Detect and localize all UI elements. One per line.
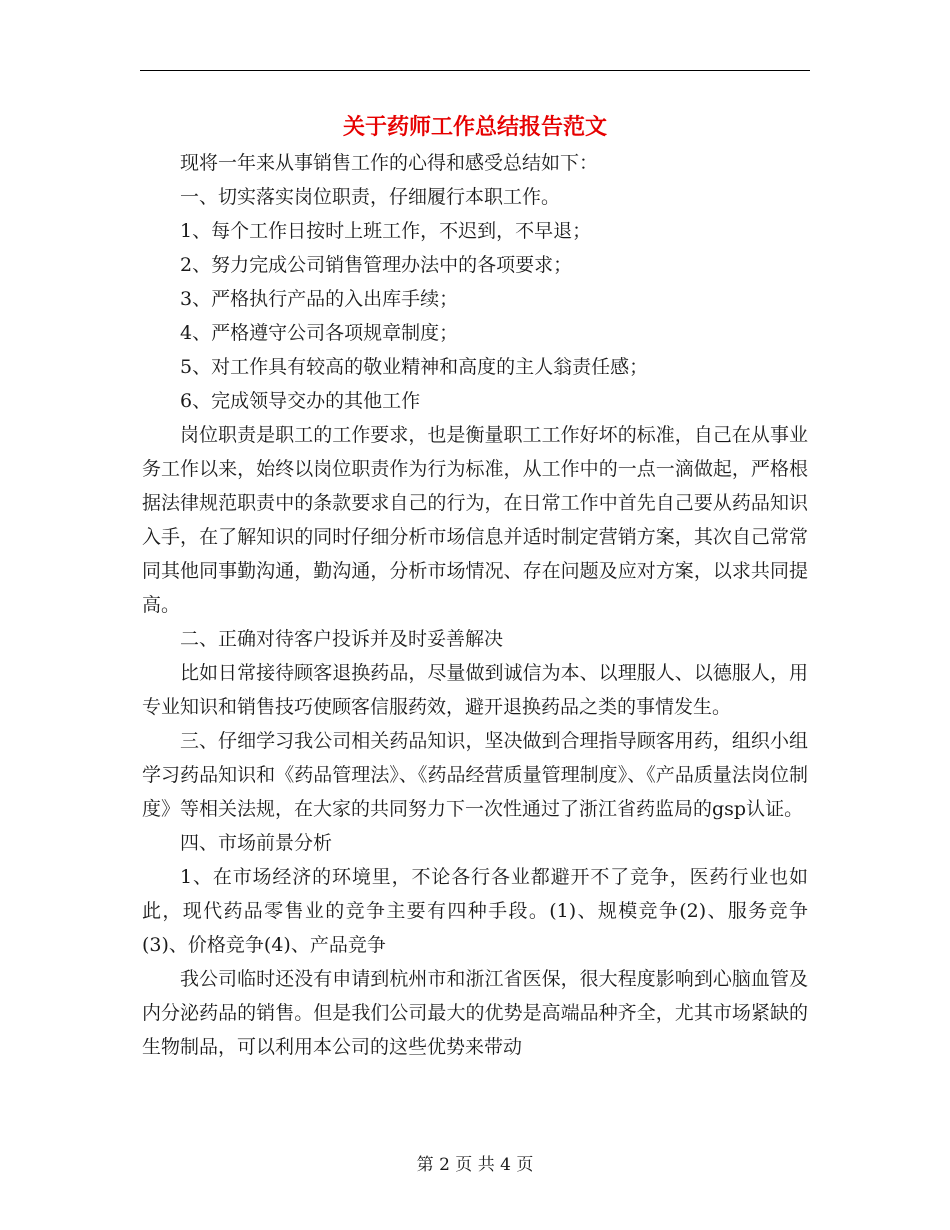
document-body [142, 146, 808, 1064]
paragraph: 1、在市场经济的环境里，不论各行各业都避开不了竞争，医药行业也如此，现代药品零售业的竞争主要有四种手段。(1)、规模竞争(2)、服务竞争(3)、价格竞争(4)、产品竞争 [142, 866, 808, 956]
paragraph: 4、严格遵守公司各项规章制度； [180, 322, 459, 344]
paragraph: 一、切实落实岗位职责，仔细履行本职工作。 [180, 186, 561, 208]
paragraph: 二、正确对待客户投诉并及时妥善解决 [180, 628, 504, 650]
paragraph: 三、仔细学习我公司相关药品知识，坚决做到合理指导顾客用药，组织小组学习药品知识和《药品管理法》、《药品经营质量管理制度》、《产品质量法岗位制度》等相关法规，在大家的共同努力下一次性通过了浙江省药监局的gsp认证。 [142, 730, 808, 820]
paragraph: 我公司临时还没有申请到杭州市和浙江省医保，很大程度影响到心脑血管及内分泌药品的销售。但是我们公司最大的优势是高端品种齐全，尤其市场紧缺的生物制品，可以利用本公司的这些优势来带动 [142, 968, 808, 1058]
document-title: 关于药师工作总结报告范文 [342, 114, 607, 140]
page-number: 第 2 页 共 4 页 [416, 1155, 534, 1175]
paragraph: 四、市场前景分析 [180, 832, 333, 854]
header-rule [140, 70, 810, 71]
paragraph: 6、完成领导交办的其他工作 [180, 390, 421, 412]
paragraph: 1、每个工作日按时上班工作，不迟到，不早退； [180, 220, 592, 242]
paragraph: 2、努力完成公司销售管理办法中的各项要求； [180, 254, 573, 276]
paragraph: 岗位职责是职工的工作要求，也是衡量职工工作好坏的标准，自己在从事业务工作以来，始终以岗位职责作为行为标准，从工作中的一点一滴做起，严格根据法律规范职责中的条款要求自己的行为，在日常工作中首先自己要从药品知识入手，在了解知识的同时仔细分析市场信息并适时制定营销方案，其次自己常常同其他同事勤沟通，勤沟通，分析市场情况、存在问题及应对方案，以求共同提高。 [142, 424, 808, 616]
paragraph: 现将一年来从事销售工作的心得和感受总结如下： [180, 152, 599, 174]
paragraph: 比如日常接待顾客退换药品，尽量做到诚信为本、以理服人、以德服人，用专业知识和销售技巧使顾客信服药效，避开退换药品之类的事情发生。 [142, 662, 808, 718]
paragraph: 3、严格执行产品的入出库手续； [180, 288, 459, 310]
paragraph: 5、对工作具有较高的敬业精神和高度的主人翁责任感； [180, 356, 649, 378]
